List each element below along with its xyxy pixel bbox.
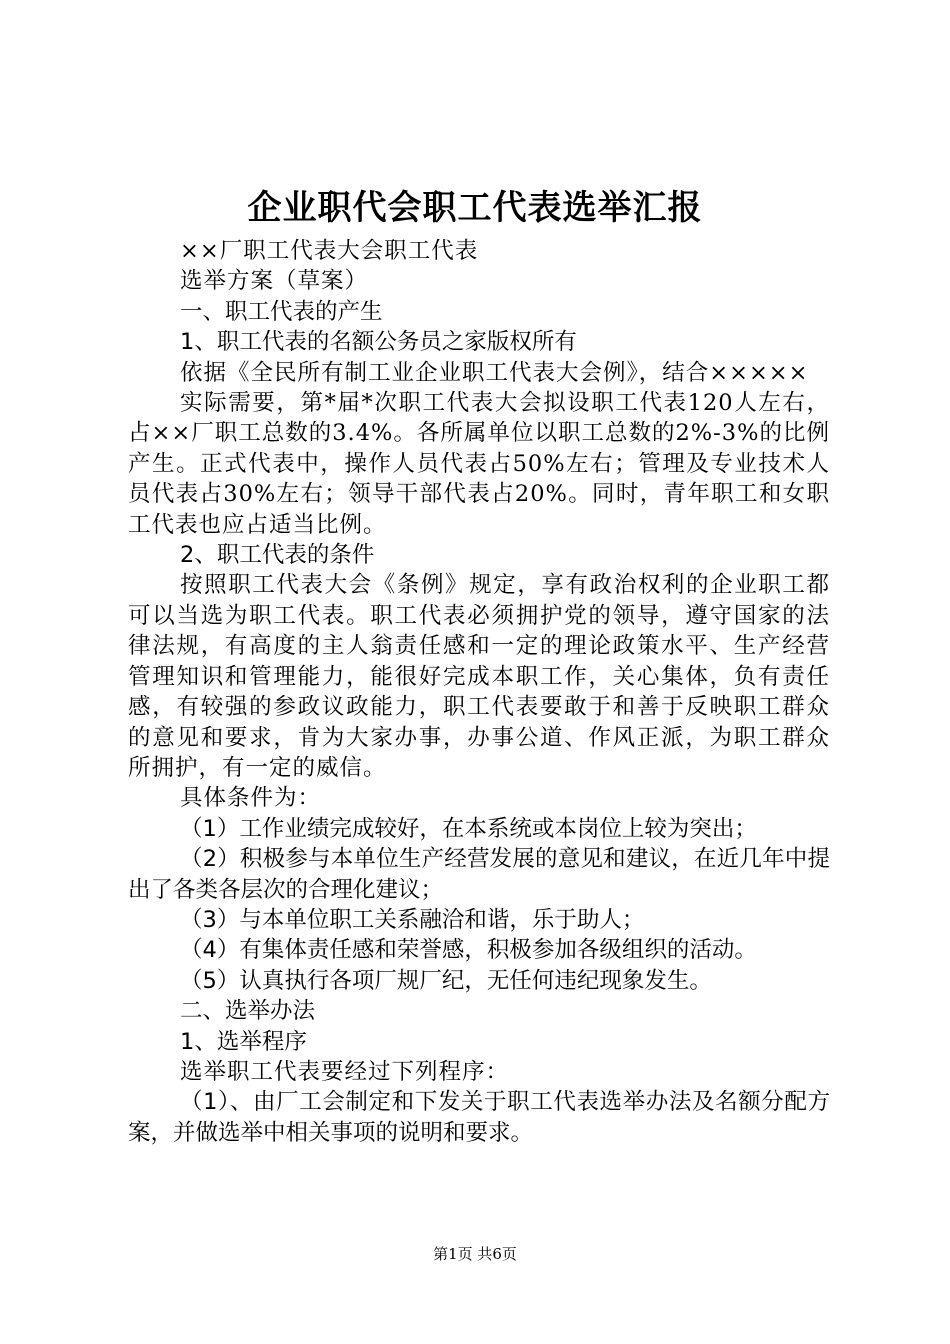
list-item: （1）、由厂工会制定和下发关于职工代表选举办法及名额分配方案，并做选举中相关事项的说明和要求。 bbox=[128, 1089, 830, 1146]
paragraph: 依据《全民所有制工业企业职工代表大会例》，结合××××× bbox=[180, 359, 809, 386]
paragraph: 具体条件为： bbox=[180, 785, 322, 812]
subsection-heading: 1、选举程序 bbox=[180, 1028, 307, 1055]
list-item: （4）有集体责任感和荣誉感，积极参加各级组织的活动。 bbox=[180, 937, 757, 964]
paragraph: 实际需要，第*届*次职工代表大会拟设职工代表120人左右，占××厂职工总数的3.4%。各所属单位以职工总数的2%-3%的比例产生。正式代表中，操作人员代表占50%左右；管理及专业技术人员代表占30%左右；领导干部代表占20%。同时，青年职工和女职工代表也应占适当比例。 bbox=[128, 390, 830, 538]
paragraph: 选举方案（草案） bbox=[180, 268, 369, 295]
paragraph: 选举职工代表要经过下列程序： bbox=[180, 1058, 510, 1085]
list-item: （1）工作业绩完成较好，在本系统或本岗位上较为突出； bbox=[180, 815, 757, 842]
document-body bbox=[128, 236, 830, 1148]
list-item: （5）认真执行各项厂规厂纪，无任何违纪现象发生。 bbox=[180, 967, 712, 994]
subsection-heading: 2、职工代表的条件 bbox=[180, 542, 375, 569]
document-title: 企业职代会职工代表选举汇报 bbox=[247, 188, 703, 228]
paragraph: ××厂职工代表大会职工代表 bbox=[180, 238, 479, 264]
section-heading: 一、职工代表的产生 bbox=[180, 298, 383, 325]
paragraph: 按照职工代表大会《条例》规定，享有政治权利的企业职工都可以当选为职工代表。职工代表必须拥护党的领导，遵守国家的法律法规，有高度的主人翁责任感和一定的理论政策水平、生产经营管理知识和管理能力，能很好完成本职工作，关心集体，负有责任感，有较强的参政议政能力，职工代表要敢于和善于反映职工群众的意见和要求，肯为大家办事，办事公道、作风正派，为职工群众所拥护，有一定的威信。 bbox=[128, 572, 830, 781]
subsection-heading: 1、职工代表的名额公务员之家版权所有 bbox=[180, 329, 577, 356]
list-item: （2）积极参与本单位生产经营发展的意见和建议，在近几年中提出了各类各层次的合理化建议； bbox=[128, 846, 830, 903]
list-item: （3）与本单位职工关系融洽和谐，乐于助人； bbox=[180, 906, 645, 933]
section-heading: 二、选举办法 bbox=[180, 998, 316, 1025]
page-footer: 第1页 共6页 bbox=[433, 1245, 517, 1263]
